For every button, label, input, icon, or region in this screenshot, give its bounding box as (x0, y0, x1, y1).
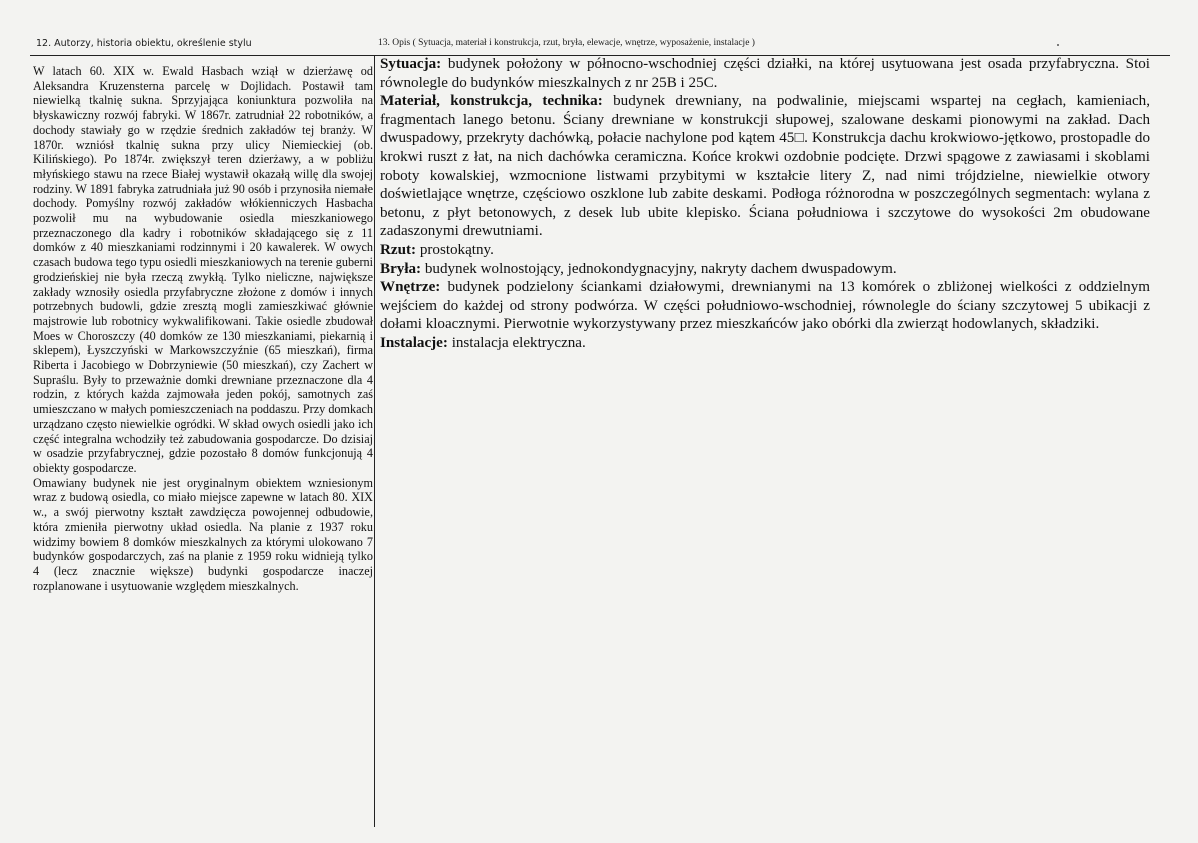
plan-label: Rzut: (380, 241, 417, 258)
interior-paragraph (380, 278, 1150, 334)
history-paragraph-2: Omawiany budynek nie jest oryginalnym obiektem wzniesionym wraz z budową osiedla, co miało miejsce zapewne w latach 80. XIX w., a swój pierwotny kształt zawdzięcza powojennej odbudowie, która zmieniła pierwotny układ osiedla. Na planie z 1937 roku widzimy bowiem 8 domków mieszkalnych za którymi ulokowano 7 budynków gospodarczych, zaś na planie z 1959 roku widnieją tylko 4 (lecz znacznie większe) budynki gospodarcze inaczej rozplanowane i usytuowanie względem mieszkalnych. (33, 475, 373, 593)
description-column (380, 55, 1150, 353)
mass-paragraph (380, 260, 1150, 279)
mass-text: budynek wolnostojący, jednokondygnacyjny, nakryty dachem dwuspadowym. (421, 260, 897, 277)
plan-paragraph (380, 241, 1150, 260)
interior-text: budynek podzielony ściankami działowymi, drewnianymi na 13 komórek o zbliżonej wielkości z oddzielnym wejściem do każdej od strony podwórza. W części południowo-wschodniej, równolegle do ściany szczytowej 5 ubikacji z dołami kloacznymi. Pierwotnie wykorzystywany przez mieszkańców jako obórki dla zwierząt hodowlanych, składziki. (380, 279, 1150, 333)
situation-text: budynek położony w północno-wschodniej części działki, na której usytuowana jest osada przyfabryczna. Stoi równolegle do budynków mieszkalnych z nr 25B i 25C. (380, 56, 1150, 91)
material-label: Materiał, konstrukcja, technika: (380, 93, 603, 110)
mass-label: Bryła: (380, 260, 422, 277)
situation-paragraph (380, 55, 1150, 92)
situation-label: Sytuacja: (380, 56, 442, 72)
installations-label: Instalacje: (380, 334, 448, 351)
material-text: budynek drewniany, na podwalinie, miejscami wspartej na cegłach, kamieniach, fragmentach lanego betonu. Ściany drewniane w konstrukcji słupowej, szalowane deskami pionowymi na zakład. Dach dwuspadowy, przekryty dachówką, połacie nachylone pod kątem 45□. Konstrukcja dachu krokwiowo-jętkowo, prostopadle do krokwi ruszt z łat, na nich dachówka ceramiczna. Końce krokwi ozdobnie podcięte. Drzwi spągowe z zawiasami i skoblami roboty kowalskiej, wzmocnione listwami przybitymi w kształcie litery Z, nad nimi trójdzielne, niewielkie otwory doświetlające wnętrze, częściowo oszklone lub zabite deskami. Podłoga różnorodna w poszczególnych segmentach: wylana z betonu, z płyt betonowych, z desek lub ubite klepisko. Ściana południowa i szczytowe do wysokości 2m obudowane zadaszonymi drewutniami. (380, 93, 1151, 240)
speck (1057, 44, 1059, 46)
section-13-header: 13. Opis ( Sytuacja, materiał i konstrukcja, rzut, bryła, elewacje, wnętrze, wyposażenie, instalacje ) (378, 38, 755, 48)
plan-text: prostokątny. (416, 241, 494, 258)
installations-text: instalacja elektryczna. (447, 334, 586, 351)
column-divider (374, 55, 375, 827)
history-paragraph-1: W latach 60. XIX w. Ewald Hasbach wziął w dzierżawę od Aleksandra Kruzensterna parcelę w Dojlidach. Postawił tam niewielką tkalnię sukna. Sprzyjająca koniunktura pozwoliła na błyskawiczny rozwój fabryki. W 1867r. zatrudniał 22 robotników, a dochody stawiały go w rzędzie średnich zakładów tej branży. W 1870r. wzniósł tkalnię sukna przy ulicy Niemieckiej (ob. Kilińskiego). Po 1874r. zwiększył teren dzierżawy, a w pobliżu młyńskiego stawu na rzece Białej wystawił okazałą willę dla swojej rodziny. W 1891 fabryka zatrudniała już 90 osób i przynosiła niemałe dochody. Pomyślny rozwój zakładów włókienniczych Hasbacha pozwolił mu na wybudowanie osiedla mieszkaniowego przeznaczonego dla kadry i robotników składającego się z 11 domków z 40 mieszkaniami rodzinnymi i 20 kawalerek. W owych czasach budowa tego typu osiedli mieszkaniowych na terenie guberni grodzieńskiej nie była rzeczą zwykłą. Tylko nieliczne, największe zakłady wznosiły osiedla przyfabryczne złożone z domów i innych potrzebnych budowli, gdzie zresztą mogli zamieszkiwać głównie majstrowie lub robotnicy wykwalifikowani. Takie osiedle zbudował Moes w Choroszczy (40 domków ze 130 mieszkaniami, piekarnią i sklepem), Łyszczyński w Markowszczyźnie (65 mieszkań), firma Riberta i Jacobiego w Dobrzyniewie (50 mieszkań), czy Zachert w Supraślu. Były to przeważnie domki drewniane przeznaczone dla 4 rodzin, z których każda zajmowała jeden pokój, samotnych zaś umieszczano w małych pomieszczeniach na poddaszu. Przy domkach urządzano często niewielkie ogródki. W skład owych osiedli jako ich część integralna wchodziły też zabudowania gospodarcze. Do dzisiaj w osadzie przyfabrycznej, gdzie pozostało 8 domów funkcjonują 4 obiekty gospodarcze. (33, 64, 373, 475)
history-column (33, 64, 373, 593)
installations-paragraph (380, 334, 1150, 353)
material-paragraph (380, 92, 1150, 241)
section-12-header: 12. Autorzy, historia obiektu, określenie stylu (36, 38, 252, 49)
interior-label: Wnętrze: (380, 279, 441, 296)
